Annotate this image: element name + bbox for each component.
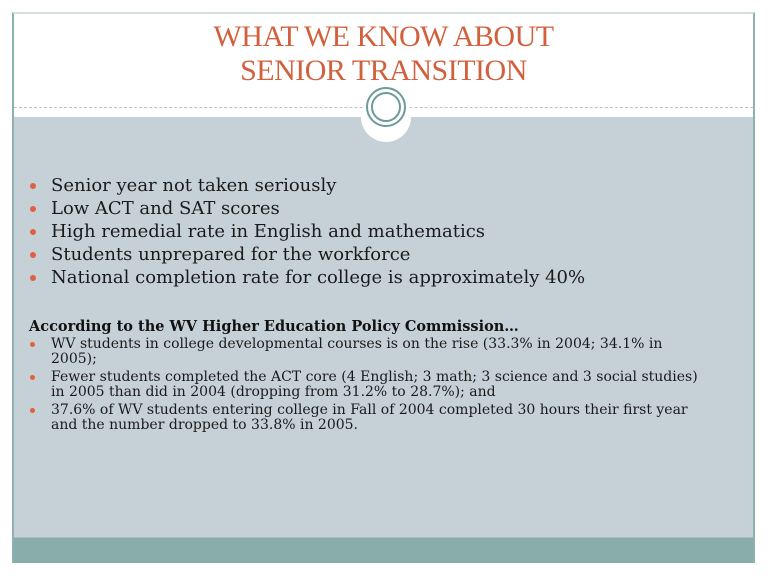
bullet-text: WV students in college developmental courses is on the rise (33.3% in 2004; 34.1% in 2005);: [51, 336, 663, 367]
bullet-text: Students unprepared for the workforce: [51, 244, 411, 265]
bullet-text: Low ACT and SAT scores: [51, 198, 280, 219]
slide-title-line-2: SENIOR TRANSITION: [240, 54, 527, 87]
bullet-dot-icon: [30, 229, 36, 235]
bullet-dot-icon: [30, 408, 35, 413]
bullet-text: 37.6% of WV students entering college in Fall of 2004 completed 30 hours their first year and the number dropped to 33.8% in 2005.: [51, 402, 688, 433]
list-item: [14, 174, 585, 197]
list-item: [14, 403, 711, 433]
bullet-text: Senior year not taken seriously: [51, 175, 337, 196]
bullet-text: High remedial rate in English and mathematics: [51, 221, 486, 242]
slide: [12, 12, 755, 563]
section-heading: According to the WV Higher Education Policy Commission…: [29, 318, 519, 335]
list-item: [14, 337, 711, 367]
bullet-dot-icon: [30, 342, 35, 347]
bullet-text: Fewer students completed the ACT core (4 English; 3 math; 3 science and 3 social studies) in 2005 than did in 2004 (dropping from 31.2% to 28.7%); and: [51, 369, 698, 400]
list-item: [14, 220, 585, 243]
list-item: [14, 370, 711, 400]
bullet-dot-icon: [30, 375, 35, 380]
list-item: [14, 197, 585, 220]
list-item: [14, 243, 585, 266]
bullet-dot-icon: [30, 183, 36, 189]
bullet-text: National completion rate for college is approximately 40%: [51, 267, 586, 288]
bullet-dot-icon: [30, 206, 36, 212]
slide-title-line-1: WHAT WE KNOW ABOUT: [213, 20, 554, 53]
sub-bullet-list: [14, 337, 711, 436]
list-item: [14, 266, 585, 289]
bullet-dot-icon: [30, 252, 36, 258]
circle-ornament-icon: [366, 87, 406, 127]
footer-band: [14, 537, 753, 563]
main-bullet-list: [14, 174, 585, 289]
slide-title: [14, 20, 753, 88]
bullet-dot-icon: [30, 275, 36, 281]
